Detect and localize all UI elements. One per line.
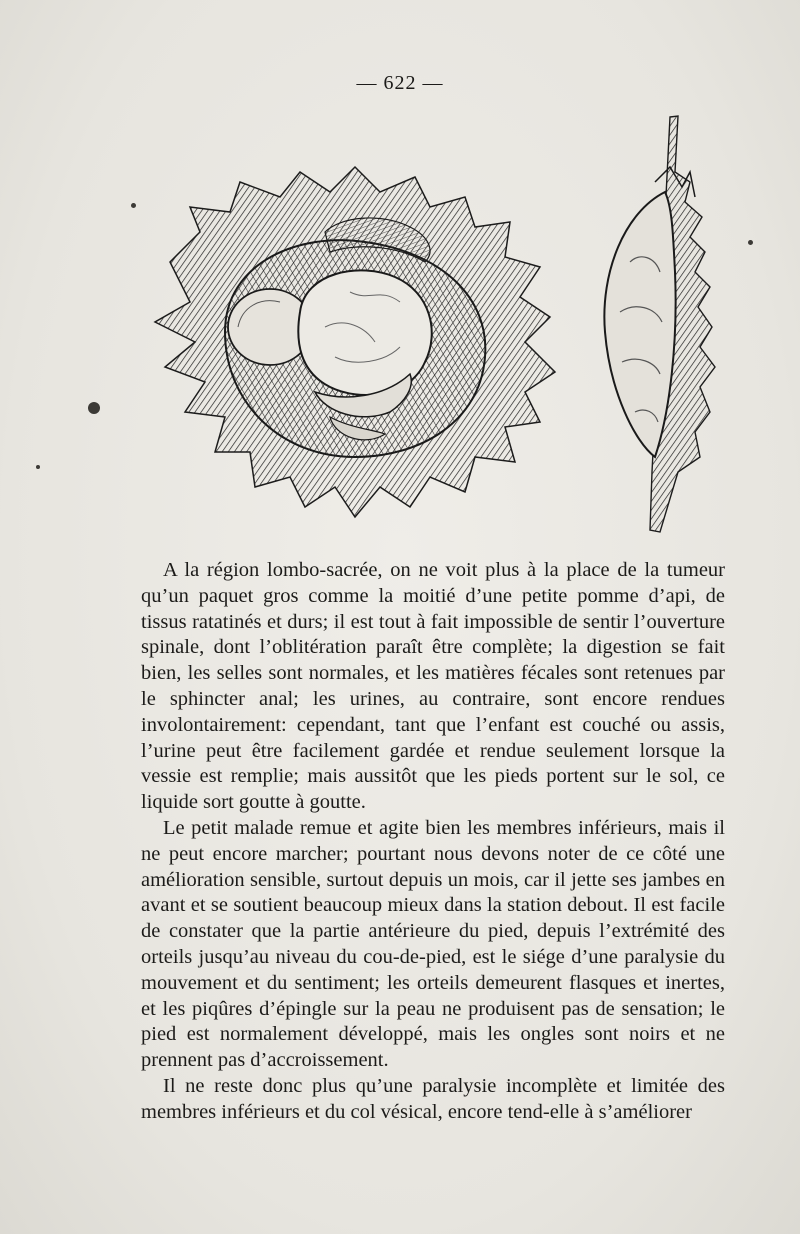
paragraph-3: Il ne reste donc plus qu’une paralysie incomplète et limitée des membres inférieurs et du col vésical, encore tend-elle à s’améliorer [141,1074,725,1123]
paragraph-1: A la région lombo-sacrée, on ne voit plus à la place de la tumeur qu’un paquet gros comme la moitié d’une petite pomme d’api, de tissus ratatinés et durs; il est tout à fait impossible de sentir l’ouverture spinale, dont l’oblitération paraît être complète; la digestion se fait bien, les selles sont normales, et les matières fécales sont retenues par le sphincter anal; les urines, au contraire, sont encore rendues involontairement: cependant, tant que l’enfant est couché ou assis, l’urine peut être facilement gardée et rendue seulement lorsque la vessie est remplie; mais aussitôt que les pieds portent sur le sol, ce liquide sort goutte à goutte. [141,559,725,814]
ink-speck [88,402,100,414]
body-text [141,558,725,1126]
paragraph-2: Le petit malade remue et agite bien les membres inférieurs, mais il ne peut encore marcher; pourtant nous devons noter de ce côté une amélioration sensible, surtout depuis un mois, car il jette ses jambes en avant et se soutient beaucoup mieux dans la station debout. Il est facile de constater que la partie antérieure du pied, depuis l’extrémité des orteils jusqu’au niveau du cou-de-pied, est le siége d’une paralysie du mouvement et du sentiment; les orteils demeurent flasques et inertes, et les piqûres d’épingle sur la peau ne produisent pas de sensation; le pied est normalement développé, mais les ongles sont noirs et ne prennent pas d’accroissement. [141,816,725,1072]
page-number: — 622 — [356,72,444,94]
engraving-figures [130,112,730,552]
ink-speck [36,465,40,469]
ink-speck [748,240,753,245]
ink-speck [131,203,136,208]
figure-right-tumor [604,116,715,532]
figure-left-tumor [155,167,555,517]
